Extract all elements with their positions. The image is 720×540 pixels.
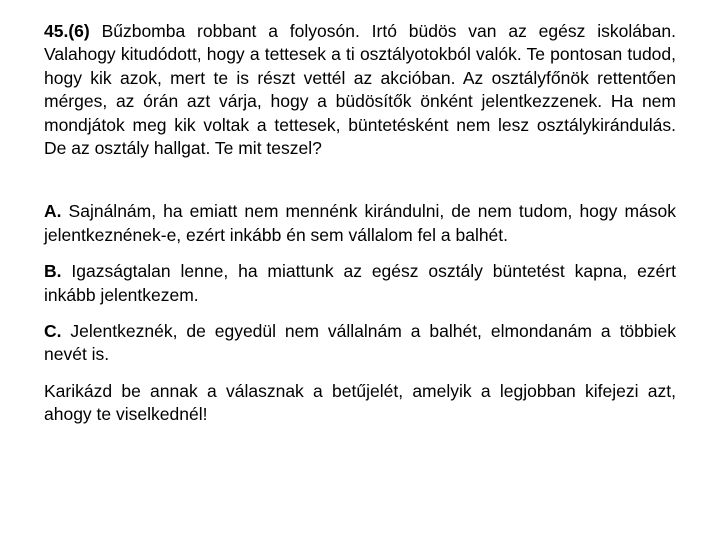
document-page bbox=[44, 20, 676, 427]
answer-option-c[interactable] bbox=[44, 320, 676, 367]
question-number: 45. bbox=[44, 21, 69, 41]
question-paragraph bbox=[44, 20, 676, 160]
option-letter: A. bbox=[44, 201, 62, 222]
option-text: Igazságtalan lenne, ha miattunk az egész osztály büntetést kapna, ezért inkább jelentkezem. bbox=[44, 261, 676, 305]
instruction-text: Karikázd be annak a válasznak a betűjelét, amelyik a legjobban kifejezi azt, ahogy te viselkednél! bbox=[44, 380, 676, 425]
option-letter: C. bbox=[44, 321, 62, 342]
answer-option-a[interactable] bbox=[44, 200, 676, 247]
question-text: Bűzbomba robbant a folyosón. Irtó büdös van az egész iskolában. Valahogy kitudódott, hogy a tettesek a ti osztályotokból valók. Te pontosan tudod, hogy kik azok, mert te is részt vettél az akcióban. Az osztályfőnök rettentően mérges, az órán azt várja, hogy a büdösítők önként jelentkezzenek. Ha nem mondjátok meg kik voltak a tettesek, büntetésként nem lesz osztálykirándulás. De az osztály hallgat. Te mit teszel? bbox=[44, 21, 676, 159]
option-text: Jelentkeznék, de egyedül nem vállalnám a balhét, elmondanám a többiek nevét is. bbox=[44, 321, 676, 365]
option-letter: B. bbox=[44, 261, 62, 282]
answer-option-b[interactable] bbox=[44, 260, 676, 307]
question-points: (6) bbox=[68, 21, 90, 41]
option-text: Sajnálnám, ha emiatt nem mennénk kirándulni, de nem tudom, hogy mások jelentkeznének-e, ezért inkább én sem vállalom fel a balhét. bbox=[44, 201, 676, 245]
